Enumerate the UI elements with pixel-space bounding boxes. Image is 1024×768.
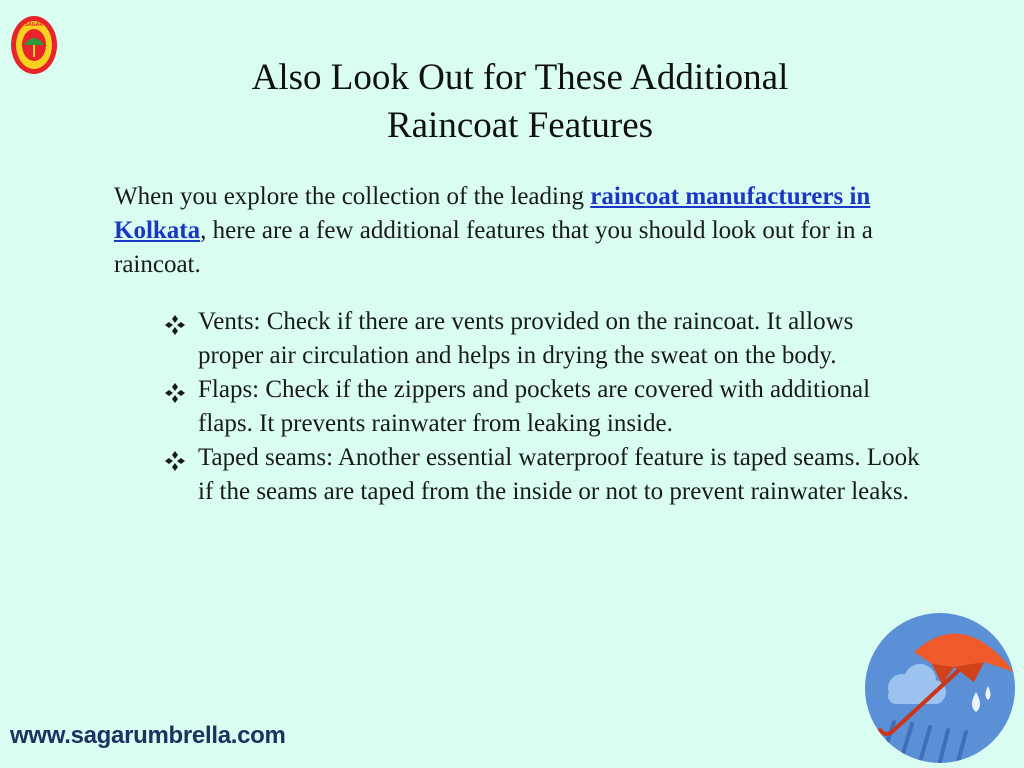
diamond-bullet-icon: [164, 450, 186, 472]
raincoat-manufacturers-link[interactable]: raincoat manufacturers in Kolkata: [114, 183, 871, 244]
diamond-bullet-icon: [164, 382, 186, 404]
feature-item-taped-seams: [164, 441, 924, 509]
feature-text: Flaps: Check if the zippers and pockets are covered with additional flaps. It prevents rainwater from leaking inside.: [198, 376, 871, 437]
slide-title: [0, 54, 1024, 150]
diamond-bullet-icon: [164, 314, 186, 336]
feature-text: Vents: Check if there are vents provided on the raincoat. It allows proper air circulation and helps in drying the sweat on the body.: [198, 308, 854, 369]
intro-paragraph: [114, 180, 954, 282]
svg-text:SAGAR: SAGAR: [24, 22, 44, 28]
feature-item-vents: [164, 305, 924, 373]
intro-text-after: , here are a few additional features that you should look out for in a raincoat.: [114, 217, 873, 278]
features-list: [164, 305, 924, 509]
umbrella-rain-illustration: [864, 612, 1016, 764]
title-line-1: Also Look Out for These Additional: [251, 57, 789, 98]
feature-text: Taped seams: Another essential waterproof feature is taped seams. Look if the seams are taped from the inside or not to prevent rainwater leaks.: [198, 444, 920, 505]
feature-item-flaps: [164, 373, 924, 441]
intro-text-before: When you explore the collection of the leading: [114, 183, 591, 210]
title-line-2: Raincoat Features: [386, 105, 654, 146]
website-url: www.sagarumbrella.com: [10, 722, 286, 749]
